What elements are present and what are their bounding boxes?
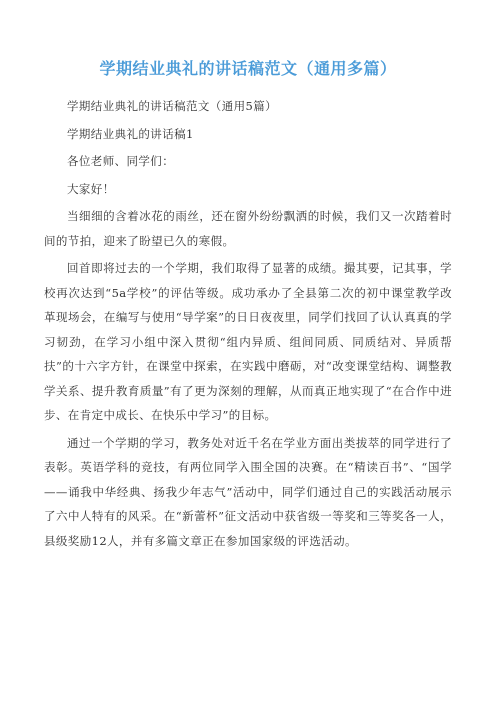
paragraph: 通过一个学期的学习，教务处对近千名在学业方面出类拔萃的同学进行了表彰。英语学科的竞技，有两位同学入围全国的决赛。在“精读百书”、“国学——诵我中华经典、扬我少年志气”活动中，同学们通过自己的实践活动展示了六中人特有的风采。在“新蕾杯”征文活动中获省级一等奖和三等奖各一人，县级奖励12人，并有多篇文章正在参加国家级的评选活动。 [44,435,452,548]
paragraph: 学期结业典礼的讲话稿1 [67,126,194,141]
document-title: 学期结业典礼的讲话稿范文（通用多篇） [99,59,397,78]
paragraph: 大家好！ [67,181,115,196]
paragraph: 回首即将过去的一个学期，我们取得了显著的成绩。撮其要，记其事，学校再次达到“5a学校”的评估等级。成功承办了全县第二次的初中课堂教学改革现场会，在编写与使用“导学案”的日日夜夜里，同学们找回了认认真真的学习韧劲，在学习小组中深入贯彻“组内异质、组间同质、同质结对、异质帮扶”的十六字方针，在课堂中探索，在实践中磨砺，对“改变课堂结构、调整教学关系、提升教育质量”有了更为深刻的理解，从而真正地实现了“在合作中进步、在肯定中成长、在快乐中学习”的目标。 [44,261,452,422]
document-body [44,94,452,553]
paragraph: 当细细的含着冰花的雨丝，还在窗外纷纷飘洒的时候，我们又一次踏着时间的节拍，迎来了盼望已久的寒假。 [44,209,452,248]
paragraph: 学期结业典礼的讲话稿范文（通用5篇） [67,99,278,113]
paragraph: 各位老师、同学们： [67,154,175,168]
